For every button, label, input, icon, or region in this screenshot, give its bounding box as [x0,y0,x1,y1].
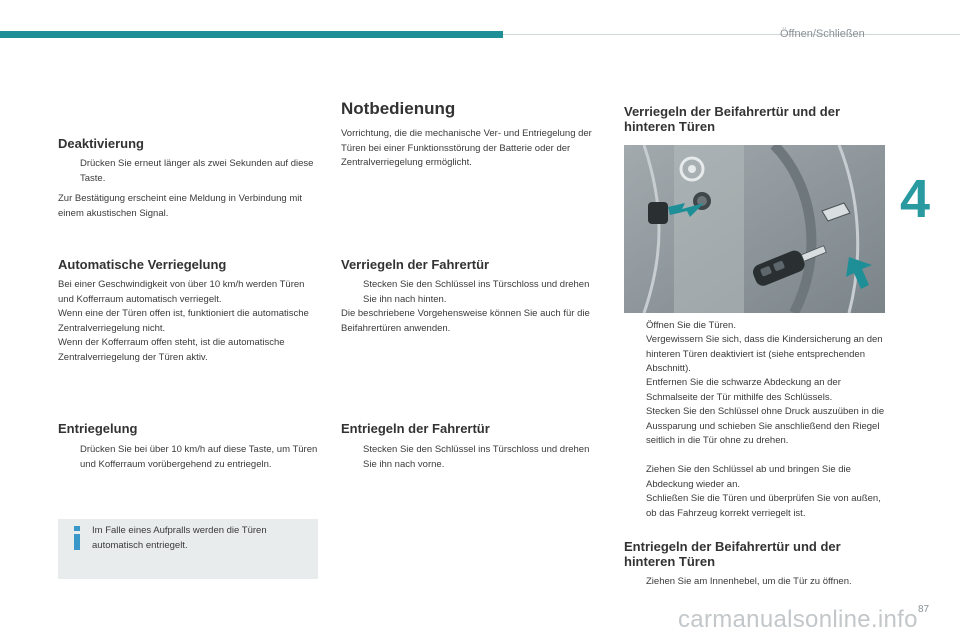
step-4: Stecken Sie den Schlüssel ohne Druck auszuüben in die Aussparung und schieben Sie anschließend den Riegel seitlich in die Tür ohne zu drehen. [646,406,885,446]
text-automatische-2: Wenn eine der Türen offen ist, funktioniert die automatische Zentralverriegelung nicht. [58,308,309,334]
bullet-verriegeln-fahrertuer: Stecken Sie den Schlüssel ins Türschloss und drehen Sie ihn nach hinten. [363,279,590,305]
text-automatische-3: Wenn der Kofferraum offen steht, ist die automatische Zentralverriegelung der Türen aktiv. [58,337,285,363]
door-lock-illustration [624,145,885,313]
header-rule [503,34,960,35]
heading-deaktivierung: Deaktivierung [58,136,144,151]
text-notbedienung: Vorrichtung, die die mechanische Ver- und Entriegelung der Türen bei einer Funktionsstörung der Batterie oder der Zentralverriegelung ermöglicht. [341,128,592,168]
step-6: Schließen Sie die Türen und überprüfen Sie von außen, ob das Fahrzeug korrekt verriegelt ist. [646,493,881,519]
watermark: carmanualsonline.info [678,606,918,633]
heading-notbedienung: Notbedienung [341,99,456,118]
text-deaktivierung: Zur Bestätigung erscheint eine Meldung in Verbindung mit einem akustischen Signal. [58,193,302,219]
info-icon [71,526,83,550]
bullet-entriegeln-beifahrertuer: Ziehen Sie am Innenhebel, um die Tür zu öffnen. [646,576,852,587]
bullet-entriegelung: Drücken Sie bei über 10 km/h auf diese Taste, um Türen und Kofferraum vorübergehend zu entriegeln. [80,444,318,470]
door-lock-illustration-graphic [624,145,885,313]
section-title: Öffnen/Schließen [780,28,865,40]
heading-entriegelung: Entriegelung [58,421,138,436]
heading-verriegeln-beifahrertuer: Verriegeln der Beifahrertür und der hinteren Türen [624,104,841,134]
heading-entriegeln-beifahrertuer: Entriegeln der Beifahrertür und der hinteren Türen [624,539,841,569]
step-2: Vergewissern Sie sich, dass die Kindersicherung an den hinteren Türen deaktiviert ist (siehe entsprechenden Abschnitt). [646,334,883,374]
header-accent-bar [0,31,503,38]
info-box [58,519,318,579]
bullet-entriegeln-fahrertuer: Stecken Sie den Schlüssel ins Türschloss und drehen Sie ihn nach vorne. [363,444,590,470]
text-verriegeln-fahrertuer: Die beschriebene Vorgehensweise können Sie auch für die Beifahrertüren anwenden. [341,308,590,334]
info-text: Im Falle eines Aufpralls werden die Türen automatisch entriegelt. [92,525,267,551]
heading-automatische-verriegelung: Automatische Verriegelung [58,257,227,272]
heading-verriegeln-fahrertuer: Verriegeln der Fahrertür [341,257,490,272]
page-number: 87 [918,604,930,615]
step-3: Entfernen Sie die schwarze Abdeckung an der Schmalseite der Tür mithilfe des Schlüssels. [646,377,841,403]
step-1: Öffnen Sie die Türen. [646,320,736,331]
info-icon-graphic [71,526,83,550]
text-automatische-1: Bei einer Geschwindigkeit von über 10 km/h werden Türen und Kofferraum automatisch verriegelt. [58,279,305,305]
step-5: Ziehen Sie den Schlüssel ab und bringen Sie die Abdeckung wieder an. [646,464,851,490]
bullet-deaktivierung: Drücken Sie erneut länger als zwei Sekunden auf diese Taste. [80,158,314,184]
chapter-number: 4 [900,169,931,229]
heading-entriegeln-fahrertuer: Entriegeln der Fahrertür [341,421,490,436]
